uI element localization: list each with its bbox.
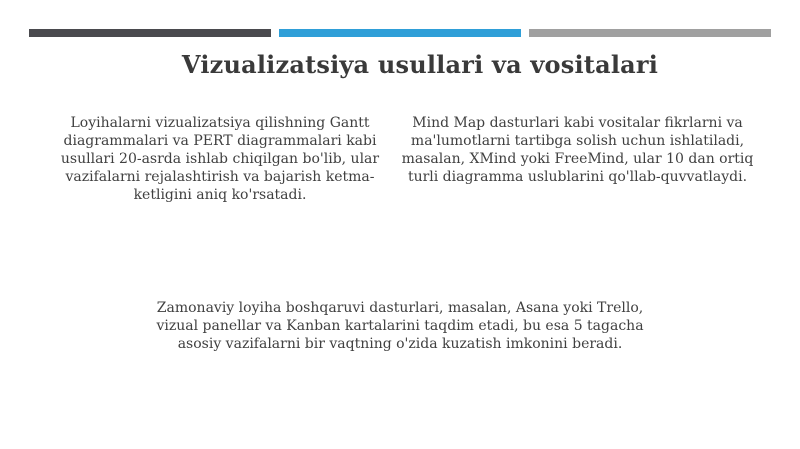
paragraph-left: Loyihalarni vizualizatsiya qilishning Gantt diagrammalari va PERT diagrammalari kabi usullari 20-asrda ishlab chiqilgan bo'lib, ular vazifalarni rejalashtirish va bajarish ketma-ketligini aniq ko'rsatadi. xyxy=(60,115,380,203)
paragraph-bottom: Zamonaviy loyiha boshqaruvi dasturlari, masalan, Asana yoki Trello, vizual panellar va Kanban kartalarini taqdim etadi, bu esa 5 tagacha asosiy vazifalarni bir vaqtning o'zida kuzatish imkonini beradi. xyxy=(156,300,644,352)
paragraph-right: Mind Map dasturlari kabi vositalar fikrlarni va ma'lumotlarni tartibga solish uchun ishlatiladi, masalan, XMind yoki FreeMind, ular 10 dan ortiq turli diagramma uslublarini qo'llab-quvvatlaydi. xyxy=(401,115,754,185)
decorative-bar-gray xyxy=(529,29,771,37)
slide-title: Vizualizatsiya usullari va vositalari xyxy=(181,50,659,79)
decorative-bar-blue xyxy=(279,29,521,37)
decorative-bar-dark xyxy=(29,29,271,37)
